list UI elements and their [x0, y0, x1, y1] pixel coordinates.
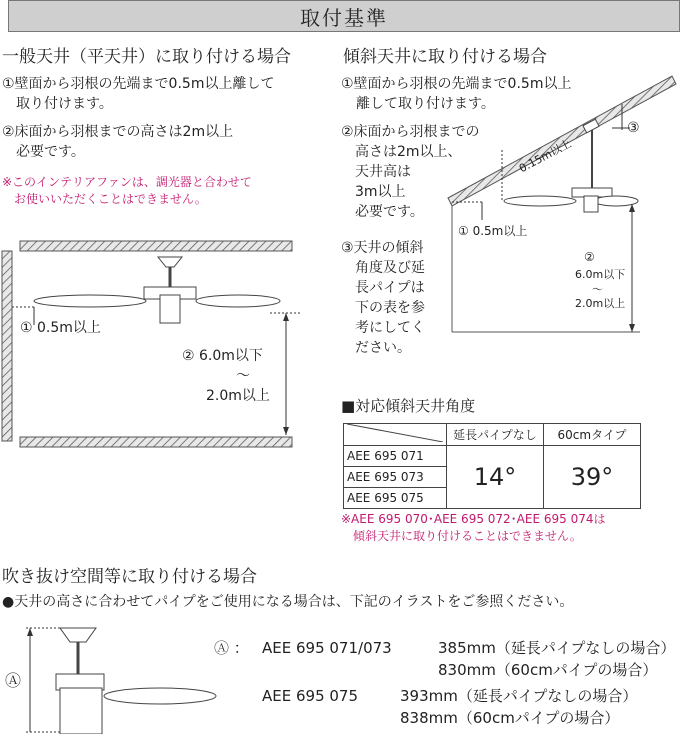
table-col1-header: 延長パイプなし: [447, 424, 544, 446]
slope-note2-line: ②床面から羽根までの: [341, 124, 480, 140]
section-title: [8, 0, 680, 32]
flat-note1-line2: 取り付けます。: [16, 96, 113, 112]
slope-note1-line2: 離して取り付けます。: [356, 96, 495, 112]
slope-note2-line: 高さは2m以上、: [355, 144, 462, 160]
flat-diagram-label2-min: 2.0m以上: [206, 388, 270, 404]
spec2-b: 838mm（60cmパイプの場合）: [400, 709, 620, 727]
section-title-text: 取付基準: [300, 5, 388, 30]
flat-note2-line1: ②床面から羽根までの高さは2m以上: [2, 124, 234, 140]
slope-warning-line2: 傾斜天井に取り付けることはできません。: [353, 529, 582, 543]
angle-table: [343, 423, 641, 509]
slope-note1-line1: ①壁面から羽根の先端まで0.5m以上: [341, 76, 572, 92]
table-col2-header: 60cmタイプ: [544, 424, 641, 446]
slope-note3-line: ③天井の傾斜: [341, 240, 424, 256]
slope-note3-line: ださい。: [355, 340, 411, 356]
ceiling-hatch: [20, 241, 292, 251]
slope-note2-line: 天井高は: [355, 164, 411, 180]
spec1-a: 385mm（延長パイプなしの場合）: [438, 639, 676, 657]
slope-ceiling-diagram: [440, 70, 680, 350]
slope-note2-line: 必要です。: [355, 204, 424, 220]
fan-illustration: [34, 257, 280, 323]
slope-note3-line: 長パイプは: [355, 280, 425, 296]
spec1-b: 830mm（60cmパイプの場合）: [438, 661, 658, 679]
flat-warning-line1: ※このインテリアファンは、調光器と合わせて: [2, 175, 252, 189]
slope-label2-tilde: ～: [592, 283, 603, 296]
spec-marker: Ⓐ ：: [214, 639, 249, 657]
slope-note3: [341, 238, 425, 358]
table-model: AEE 695 071: [344, 446, 447, 467]
spec1-model: AEE 695 071/073: [262, 639, 392, 657]
table-model: AEE 695 073: [344, 467, 447, 488]
flat-note1-line1: ①壁面から羽根の先端まで0.5m以上離して: [2, 76, 275, 92]
table-model: AEE 695 075: [344, 488, 447, 509]
slope-ceiling-heading: 傾斜天井に取り付ける場合: [343, 47, 547, 67]
slope-label2-num: ②: [584, 250, 595, 264]
slope-note3-line: 考にしてく: [355, 320, 425, 336]
slope-warning-line1: ※AEE 695 070･AEE 695 072･AEE 695 074は: [341, 512, 606, 526]
atrium-marker: Ⓐ: [5, 671, 22, 690]
flat-diagram-tilde: ～: [236, 368, 250, 384]
atrium-diagram: [0, 620, 220, 734]
flat-ceiling-heading: 一般天井（平天井）に取り付ける場合: [2, 47, 291, 67]
spec2-a: 393mm（延長パイプなしの場合）: [400, 687, 638, 705]
slope-label2-min: 2.0m以上: [575, 297, 626, 310]
slope-dist-label: 0.15m以上: [516, 136, 574, 176]
slope-note3-line: 下の表を参: [355, 300, 425, 316]
flat-ceiling-diagram: [0, 235, 300, 450]
table-corner: [344, 424, 447, 446]
slope-label1: ① 0.5m以上: [458, 224, 528, 238]
atrium-heading: 吹き抜け空間等に取り付ける場合: [2, 567, 257, 587]
table-angle1: 14°: [447, 446, 544, 509]
table-angle2: 39°: [544, 446, 641, 509]
flat-diagram-label2: ② 6.0m以下: [182, 348, 263, 364]
flat-note2-line2: 必要です。: [16, 144, 85, 160]
floor-hatch: [20, 437, 292, 447]
slope-note2-line: 3m以上: [355, 184, 406, 200]
slope-label2-max: 6.0m以下: [575, 268, 626, 281]
wall-hatch: [2, 251, 12, 441]
spec2-model: AEE 695 075: [262, 687, 359, 705]
angle-table-heading: ■対応傾斜天井角度: [341, 397, 476, 415]
slope-marker3: ③: [627, 120, 640, 136]
atrium-note: ●天井の高さに合わせてパイプをご使用になる場合は、下記のイラストをご参照ください。: [2, 594, 574, 610]
slope-note3-line: 角度及び延: [355, 260, 425, 276]
flat-warning-line2: お使いいただくことはできません。: [14, 192, 207, 206]
flat-diagram-label1: ① 0.5m以上: [20, 320, 101, 336]
